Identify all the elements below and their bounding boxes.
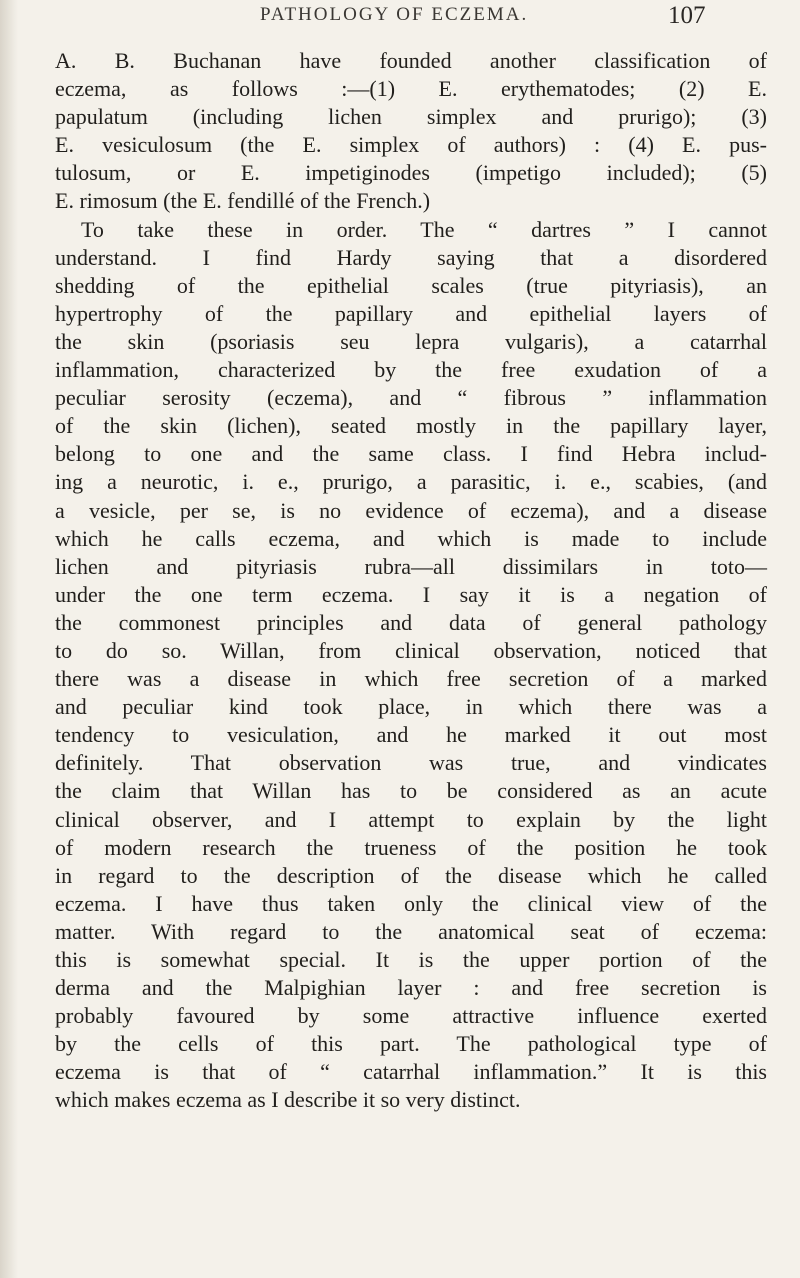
running-title: PATHOLOGY OF ECZEMA.	[260, 4, 529, 25]
text-line: and peculiar kind took place, in which there was a	[55, 694, 767, 720]
text-line: of modern research the trueness of the position he took	[55, 834, 767, 860]
text-line: tulosum, or E. impetiginodes (impetigo included); (5)	[55, 160, 767, 186]
text-line: the claim that Willan has to be considered as an acute	[55, 778, 767, 804]
text-line: matter. With regard to the anatomical seat of eczema:	[55, 918, 767, 944]
text-line: by the cells of this part. The pathological type of	[55, 1031, 767, 1057]
text-line: hypertrophy of the papillary and epithelial layers of	[55, 300, 767, 326]
text-line: which makes eczema as I describe it so very distinct.	[55, 1087, 521, 1113]
text-line: belong to one and the same class. I find Hebra includ-	[55, 441, 767, 467]
text-line: to do so. Willan, from clinical observation, noticed that	[55, 637, 767, 663]
text-line: clinical observer, and I attempt to explain by the light	[55, 806, 767, 832]
text-line: a vesicle, per se, is no evidence of eczema), and a disease	[55, 497, 767, 523]
text-line: A. B. Buchanan have founded another classification of	[55, 48, 767, 73]
text-line: E. rimosum (the E. fendillé of the French.)	[55, 188, 431, 214]
text-line: probably favoured by some attractive influence exerted	[55, 1003, 767, 1029]
text-line: eczema. I have thus taken only the clinical view of the	[55, 890, 767, 916]
body-text	[55, 47, 767, 1115]
text-line: eczema, as follows :—(1) E. erythematodes; (2) E.	[55, 76, 767, 102]
text-line: the commonest principles and data of general pathology	[55, 609, 767, 635]
text-line: understand. I find Hardy saying that a disordered	[55, 244, 767, 270]
text-line: E. vesiculosum (the E. simplex of authors) : (4) E. pus-	[55, 132, 767, 158]
spine-shadow	[0, 0, 18, 1278]
text-line: tendency to vesiculation, and he marked it out most	[55, 722, 767, 748]
running-head	[0, 4, 800, 38]
text-line: under the one term eczema. I say it is a negation of	[55, 581, 767, 607]
text-line: peculiar serosity (eczema), and “ fibrous ” inflammation	[55, 385, 767, 411]
text-line: which he calls eczema, and which is made to include	[55, 525, 767, 551]
text-line: eczema is that of “ catarrhal inflammation.” It is this	[55, 1059, 767, 1085]
text-line: derma and the Malpighian layer : and free secretion is	[55, 975, 767, 1001]
text-line: there was a disease in which free secretion of a marked	[55, 666, 767, 692]
text-line: ing a neurotic, i. e., prurigo, a parasitic, i. e., scabies, (and	[55, 469, 767, 495]
text-line: this is somewhat special. It is the upper portion of the	[55, 947, 767, 972]
text-line: lichen and pityriasis rubra—all dissimilars in toto—	[55, 553, 767, 579]
page-number: 107	[668, 2, 706, 29]
text-line: inflammation, characterized by the free exudation of a	[55, 357, 767, 383]
text-line: shedding of the epithelial scales (true pityriasis), an	[55, 272, 767, 298]
text-line: papulatum (including lichen simplex and prurigo); (3)	[55, 104, 767, 130]
text-line: of the skin (lichen), seated mostly in the papillary layer,	[55, 413, 767, 439]
text-line: definitely. That observation was true, and vindicates	[55, 750, 767, 776]
text-line: in regard to the description of the disease which he called	[55, 862, 767, 888]
text-line: the skin (psoriasis seu lepra vulgaris), a catarrhal	[55, 328, 767, 354]
text-line: To take these in order. The “ dartres ” I cannot	[81, 216, 767, 242]
